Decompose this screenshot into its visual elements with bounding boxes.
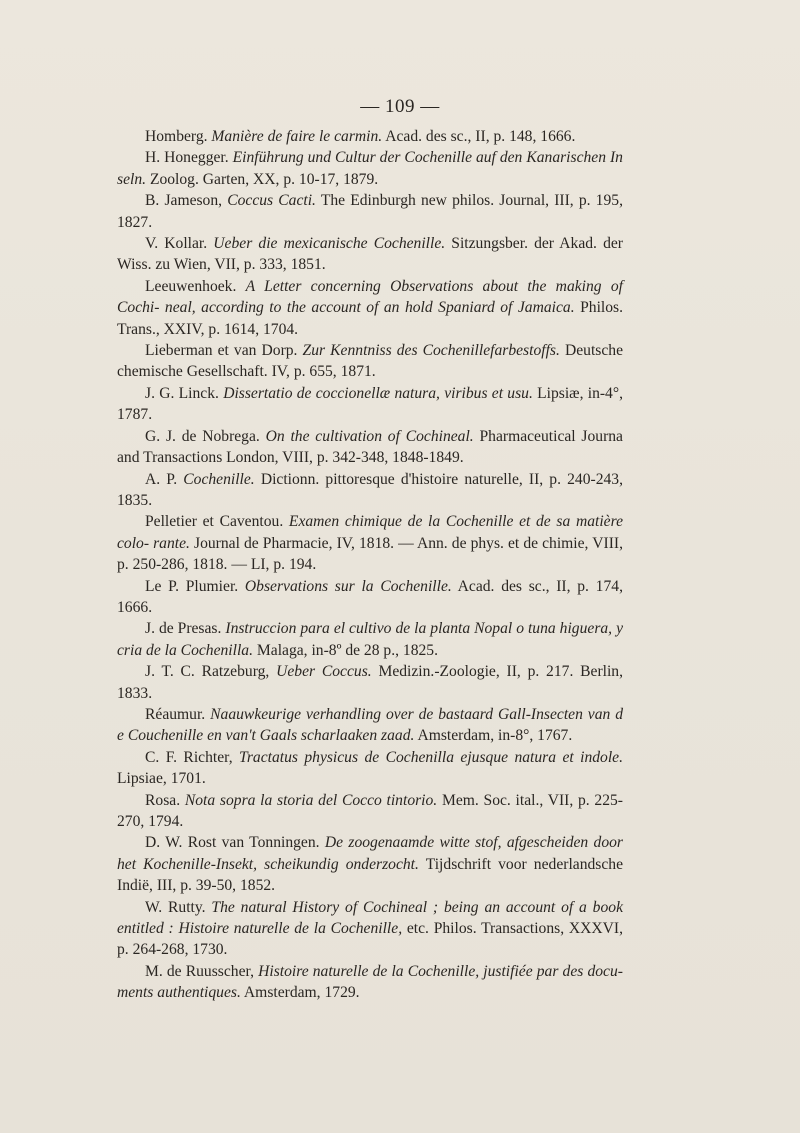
entry-publication: The Edinburgh new philos. Journal, III, p. 195, 1827. <box>117 192 623 231</box>
entry-title: Zur Kenntniss des Cochenillefarbestoffs. <box>302 342 560 360</box>
bibliography-entry <box>117 383 623 426</box>
entry-title: Examen chimique de la Cochenille et de sa matière colo- rante. <box>117 513 623 552</box>
entry-publication: etc. Philos. Transactions, XXXVI, p. 264-268, 1730. <box>117 920 623 959</box>
entry-publication: Lipsiæ, in-4°, 1787. <box>117 384 623 424</box>
bibliography-list <box>117 126 623 1004</box>
entry-author: J. de Presas. <box>145 620 222 638</box>
entry-author: W. Rutty. <box>145 898 206 916</box>
bibliography-entry <box>117 790 623 833</box>
bibliography-entry <box>117 961 623 1004</box>
entry-author: Rosa. <box>145 791 181 809</box>
entry-title: Manière de faire le carmin. <box>211 128 383 145</box>
bibliography-entry <box>117 747 623 790</box>
bibliography-entry <box>117 704 623 747</box>
entry-publication: Acad. des sc., II, p. 148, 1666. <box>385 128 576 145</box>
entry-publication: Medizin.-Zoologie, II, p. 217. Berlin, 1833. <box>117 663 624 702</box>
entry-publication: Mem. Soc. ital., VII, p. 225- 270, 1794. <box>117 791 624 830</box>
entry-publication: Philos. Trans., XXIV, p. 1614, 1704. <box>117 299 623 338</box>
bibliography-entry <box>117 426 623 469</box>
entry-publication: Pharmaceutical Journa and Transactions London, VIII, p. 342-348, 1848-1849. <box>117 427 623 467</box>
entry-title: Naauwkeurige verhandling over de bastaard Gall-Insecten van d e Couchenille en van't Gaals scharlaaken zaad. <box>117 705 624 745</box>
entry-title: Cochenille. <box>183 470 255 488</box>
entry-author: H. Honegger. <box>145 149 229 167</box>
entry-title: Histoire naturelle de la Cochenille, justifiée par des docu- ments authentiques. <box>117 962 623 1002</box>
entry-publication: Journal de Pharmacie, IV, 1818. — Ann. de phys. et de chimie, VIII, p. 250-286, 1818. — LI, p. 194. <box>117 534 623 574</box>
bibliography-entry <box>117 832 623 896</box>
entry-title: Dissertatio de coccionellæ natura, viribus et usu. <box>223 384 533 402</box>
entry-publication: Acad. des sc., II, p. 174, 1666. <box>117 577 623 616</box>
bibliography-entry <box>117 340 623 383</box>
entry-title: Nota sopra la storia del Cocco tintorio. <box>184 791 438 809</box>
entry-publication: Malaga, in-8º de 28 p., 1825. <box>256 641 439 659</box>
entry-author: D. W. Rost van Tonningen. <box>145 834 320 852</box>
entry-author: J. T. C. Ratzeburg, <box>145 663 270 681</box>
entry-author: Homberg. <box>145 128 208 145</box>
entry-title: Coccus Cacti. <box>227 192 316 210</box>
bibliography-entry <box>117 511 623 575</box>
entry-author: Le P. Plumier. <box>145 577 239 595</box>
bibliography-entry <box>117 276 623 340</box>
bibliography-entry <box>117 576 623 619</box>
entry-publication: Sitzungsber. der Akad. der Wiss. zu Wien, VII, p. 333, 1851. <box>117 235 623 274</box>
entry-author: J. G. Linck. <box>145 384 219 402</box>
entry-publication: Amsterdam, in-8°, 1767. <box>417 727 573 745</box>
entry-title: The natural History of Cochineal ; being an account of a book entitled : Histoire naturelle de la Cochenille, <box>117 898 623 938</box>
entry-author: B. Jameson, <box>145 192 223 210</box>
entry-author: Leeuwenhoek. <box>145 277 237 295</box>
bibliography-entry <box>117 126 623 147</box>
entry-author: C. F. Richter, <box>145 748 233 766</box>
entry-author: Lieberman et van Dorp. <box>145 342 298 360</box>
entry-publication: Amsterdam, 1729. <box>243 984 360 1002</box>
entry-publication: Zoolog. Garten, XX, p. 10-17, 1879. <box>149 170 379 188</box>
entry-title: A Letter concerning Observations about the making of Cochi- neal, according to the account of an hold Spaniard of Jamaica. <box>117 277 623 317</box>
entry-publication: Tijdschrift voor nederlandsche Indië, III, p. 39-50, 1852. <box>117 855 623 895</box>
bibliography-entry <box>117 618 623 661</box>
entry-title: Ueber Coccus. <box>276 663 372 681</box>
entry-author: Réaumur. <box>145 705 206 723</box>
entry-author: V. Kollar. <box>145 235 208 253</box>
bibliography-entry <box>117 147 623 190</box>
entry-publication: Dictionn. pittoresque d'histoire naturelle, II, p. 240-243, 1835. <box>117 470 623 509</box>
bibliography-entry <box>117 190 623 233</box>
entry-publication: Lipsiae, 1701. <box>117 770 206 788</box>
entry-author: G. J. de Nobrega. <box>145 427 260 445</box>
entry-title: Observations sur la Cochenille. <box>244 577 452 595</box>
bibliography-entry <box>117 233 623 276</box>
bibliography-entry <box>117 661 623 704</box>
bibliography-entry <box>117 897 623 961</box>
page-number: — 109 — <box>360 96 440 117</box>
entry-title: On the cultivation of Cochineal. <box>265 427 474 445</box>
entry-title: De zoogenaamde witte stof, afgescheiden door het Kochenille-Insekt, scheikundig onderzocht. <box>117 834 624 873</box>
entry-title: Tractatus physicus de Cochenilla ejusque natura et indole. <box>239 748 623 766</box>
bibliography-entry <box>117 469 623 512</box>
entry-title: Ueber die mexicanische Cochenille. <box>213 235 446 253</box>
entry-author: A. P. <box>145 470 178 488</box>
entry-publication: Deutsche chemische Gesellschaft. IV, p. 655, 1871. <box>117 342 623 381</box>
entry-author: M. de Ruusscher, <box>145 962 254 980</box>
entry-author: Pelletier et Caventou. <box>145 513 284 531</box>
entry-title: Einführung und Cultur der Cochenille auf den Kanarischen In seln. <box>117 149 623 188</box>
entry-title: Instruccion para el cultivo de la planta Nopal o tuna higuera, y cria de la Cochenilla. <box>117 620 623 659</box>
